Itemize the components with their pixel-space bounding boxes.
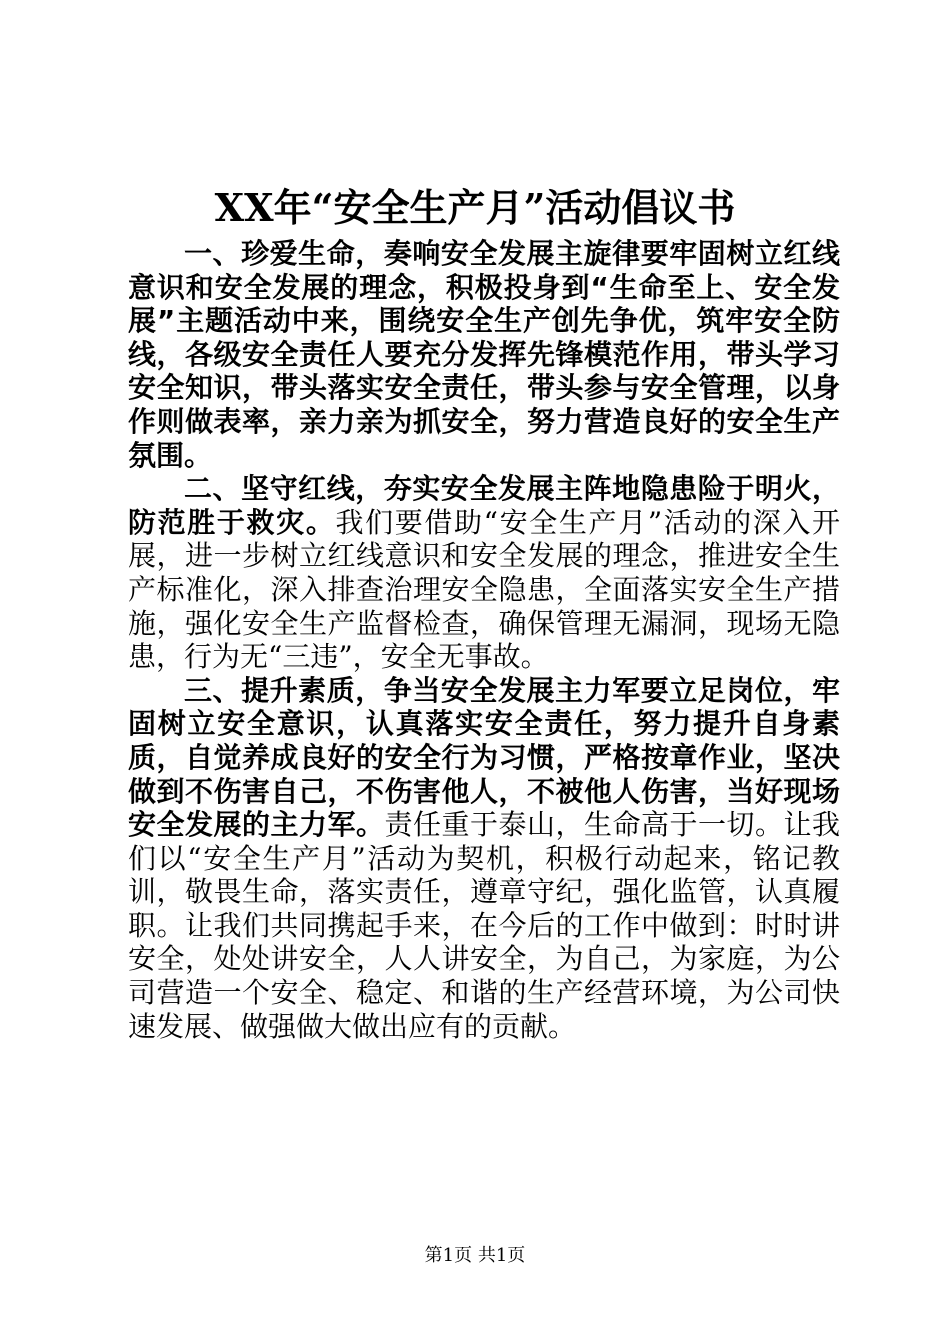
paragraph-3-normal-text: 责任重于泰山，生命高于一切。让我们以“安全生产月”活动为契机，积极行动起来，铭记教训，敬畏生命，落实责任，遵章守纪，强化监管，认真履职。让我们共同携起手来，在今后的工作中做到：时时讲安全，处处讲安全，人人讲安全，为自己，为家庭，为公司营造一个安全、稳定、和谐的生产经营环境，为公司快速发展、做强做大做出应有的贡献。 xyxy=(128,808,840,1043)
document-title: XX年“安全生产月”活动倡议书 xyxy=(214,185,736,230)
paragraph-1-bold-text: 一、珍爱生命，奏响安全发展主旋律要牢固树立红线意识和安全发展的理念，积极投身到“生命至上、安全发展”主题活动中来，围绕安全生产创先争优，筑牢安全防线，各级安全责任人要充分发挥先锋模范作用，带头学习安全知识，带头落实安全责任，带头参与安全管理，以身作则做表率，亲力亲为抓安全，努力营造良好的安全生产氛围。 xyxy=(128,237,840,472)
paragraph-2 xyxy=(128,473,840,675)
page-footer: 第1页 共1页 xyxy=(424,1245,526,1266)
document-body xyxy=(128,238,840,1044)
paragraph-2-bold-text: 二、坚守红线，夯实安全发展主阵地隐患险于明火，防范胜于救灾。 xyxy=(128,472,840,539)
paragraph-3 xyxy=(128,675,840,1045)
paragraph-1 xyxy=(128,238,840,473)
paragraph-3-bold-text: 三、提升素质，争当安全发展主力军要立足岗位，牢固树立安全意识，认真落实安全责任，努力提升自身素质，自觉养成良好的安全行为习惯，严格按章作业，坚决做到不伤害自己，不伤害他人，不被他人伤害，当好现场安全发展的主力军。 xyxy=(128,673,840,842)
paragraph-2-normal-text: 我们要借助“安全生产月”活动的深入开展，进一步树立红线意识和安全发展的理念，推进安全生产标准化，深入排查治理安全隐患，全面落实安全生产措施，强化安全生产监督检查，确保管理无漏洞，现场无隐患，行为无“三违”，安全无事故。 xyxy=(128,505,840,674)
